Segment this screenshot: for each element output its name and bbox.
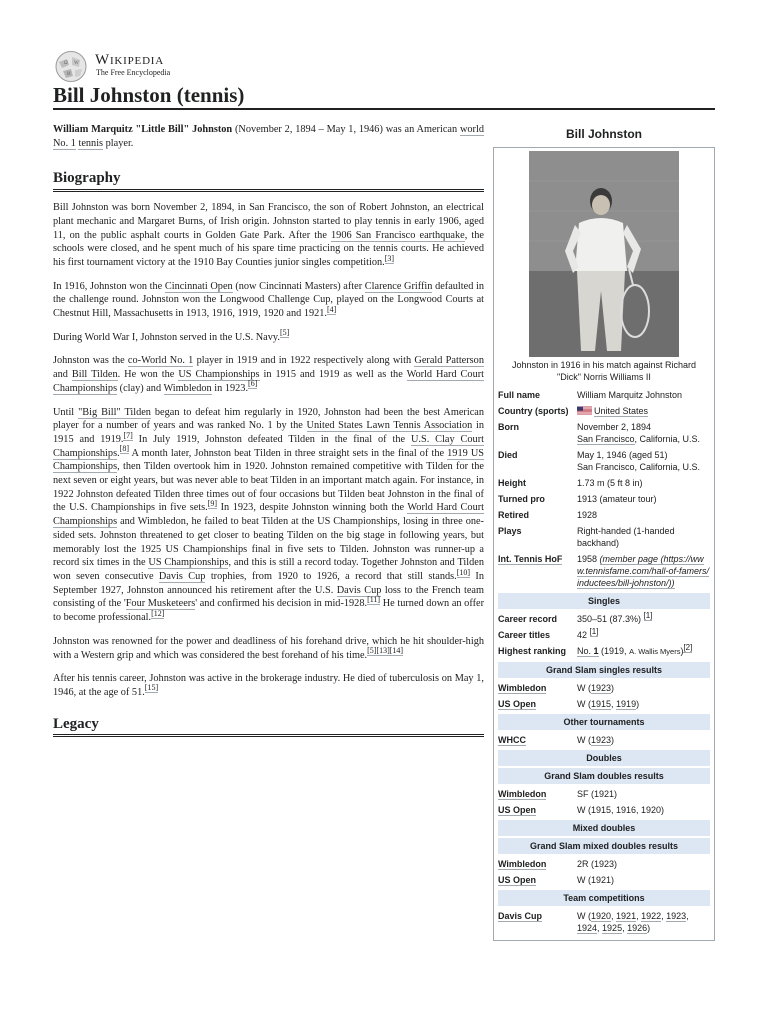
- label: [498, 734, 577, 746]
- bio-paragraph-5: [53, 406, 484, 625]
- lead-full-name: William Marquitz: [53, 124, 133, 135]
- section-heading-biography: Biography: [53, 172, 484, 192]
- text: trophies, from 1920 to 1926, a record that still stands.: [205, 570, 457, 582]
- label: [498, 553, 577, 589]
- section-header-gs-mixed: Grand Slam mixed doubles results: [498, 838, 710, 854]
- hall-of-fame-link[interactable]: Int. Tennis HoF: [498, 554, 563, 564]
- united-states-link[interactable]: United States: [594, 406, 649, 416]
- text: W (: [577, 735, 591, 745]
- photo-caption: Johnston in 1916 in his match against Richard "Dick" Norris Williams II: [511, 360, 697, 382]
- value: SF (1921): [577, 789, 618, 799]
- citation-link[interactable]: [12]: [151, 608, 165, 618]
- value: [577, 698, 710, 710]
- us-open-mixed-link[interactable]: US Open: [498, 875, 537, 885]
- infobox-row-highest-ranking: [498, 643, 710, 660]
- section-heading-legacy: Legacy: [53, 718, 484, 738]
- infobox-row-turned-pro: [498, 491, 710, 507]
- world-hard-court-link-2[interactable]: World Hard Court Championships: [53, 502, 485, 528]
- year-link[interactable]: 1923: [591, 735, 612, 745]
- world-no1-link[interactable]: world No. 1: [53, 124, 484, 149]
- infobox-row-country: [498, 403, 710, 419]
- section-header-doubles: Doubles: [498, 750, 710, 766]
- text: and: [53, 369, 72, 381]
- text: After his tennis career, Johnston was active in the brokerage industry. He died of tuberculosis on May 1, 1946, at the age of 51.: [53, 673, 484, 698]
- label: Height: [498, 478, 526, 488]
- bio-paragraph-3: [53, 328, 484, 345]
- infobox-row-died: [498, 447, 710, 475]
- infobox-row-us-open-doubles: [498, 802, 710, 818]
- value: W (1921): [577, 875, 615, 885]
- svg-text:И: И: [67, 72, 71, 77]
- citation-link[interactable]: [2]: [683, 643, 693, 652]
- wimbledon-mixed-link[interactable]: Wimbledon: [498, 859, 547, 869]
- wimbledon-link[interactable]: Wimbledon: [163, 382, 212, 394]
- us-championships-link[interactable]: US Championships: [178, 369, 260, 381]
- citation-link[interactable]: [1]: [643, 611, 653, 620]
- infobox-row-wimbledon-mixed: [498, 856, 710, 872]
- career-titles-value: 42: [577, 630, 590, 640]
- text: W (: [577, 699, 591, 709]
- value: [577, 405, 710, 417]
- label: Plays: [498, 526, 522, 536]
- text: In July 1919, Johnston defeated Tilden in the final of the: [132, 433, 411, 445]
- 1919-us-championships-link[interactable]: 1919 US Championships: [53, 447, 484, 473]
- us-open-singles-link[interactable]: US Open: [498, 699, 537, 709]
- label: Career record: [498, 614, 558, 624]
- text: Johnston was renowned for the power and deadliness of his forehand drive, which he hit shoulder-high with a Western grip and which was considered the best forehand of his time.: [53, 635, 484, 661]
- citation-link[interactable]: [9]: [207, 499, 218, 509]
- rank-close: ): [680, 646, 684, 656]
- infobox-row-whcc: [498, 732, 710, 748]
- text: , and this is still a record today. Together Johnston and Tilden won seven consecutive: [53, 557, 484, 582]
- section-header-team-competitions: Team competitions: [498, 890, 710, 906]
- svg-text:Ω: Ω: [64, 61, 68, 66]
- value: 2R (1923): [577, 859, 618, 869]
- davis-cup-infobox-link[interactable]: Davis Cup: [498, 911, 543, 921]
- citation-link[interactable]: [11]: [367, 594, 381, 604]
- year-link[interactable]: 1923: [591, 683, 612, 693]
- value: [577, 613, 710, 625]
- us-clay-court-link[interactable]: U.S. Clay Court Championships: [53, 433, 484, 459]
- text: ): [636, 699, 640, 709]
- citation-link[interactable]: [15]: [144, 683, 159, 693]
- year-link[interactable]: 1919: [616, 699, 637, 709]
- citation-link[interactable]: [6]: [248, 379, 258, 389]
- year-link[interactable]: 1926: [627, 923, 648, 933]
- no1-link[interactable]: [577, 646, 599, 657]
- label: Died: [498, 450, 518, 460]
- citation-link[interactable]: [5]: [279, 328, 290, 338]
- citation-link[interactable]: [8]: [119, 444, 129, 454]
- died-date: May 1, 1946 (aged 51): [577, 450, 668, 460]
- infobox-row-us-open-mixed: [498, 872, 710, 888]
- text: ): [647, 923, 651, 933]
- whcc-link[interactable]: WHCC: [498, 735, 526, 745]
- bio-paragraph-6: [53, 635, 484, 662]
- infobox-row-plays: [498, 523, 710, 551]
- year-link[interactable]: 1915: [591, 699, 612, 709]
- lead-nickname: "Little Bill": [135, 124, 190, 135]
- citation-link[interactable]: [7]: [123, 430, 133, 440]
- infobox-row-hof: [498, 551, 710, 591]
- infobox-row-career-titles: [498, 627, 710, 643]
- text: (clay) and: [117, 382, 164, 394]
- wikipedia-globe-logo[interactable]: [53, 50, 89, 83]
- title-divider: [53, 108, 715, 110]
- text: ' and confirmed his decision in mid-1928.: [195, 598, 368, 610]
- four-musketeers-link[interactable]: Four Musketeers: [125, 598, 196, 610]
- value: 1.73 m (5 ft 8 in): [577, 478, 643, 488]
- text: Until: [53, 406, 79, 418]
- text: He turned down an offer to become professional.: [53, 598, 485, 624]
- citation-link[interactable]: [10]: [456, 567, 471, 577]
- text: (now Cincinnati Masters) after: [232, 280, 365, 292]
- text: in 1915 and 1919.: [53, 420, 484, 445]
- bio-paragraph-7: [53, 672, 484, 699]
- us-flag-icon: [577, 406, 592, 415]
- text: .: [117, 447, 120, 459]
- text: , the schools were closed, and he spent much of his spare time practicing on the tennis courts. He achieved his first tournament victory at the 1910 Bay Counties junior singles competition.: [53, 229, 484, 268]
- text: ,: [611, 699, 617, 709]
- page-title: Bill Johnston (tennis): [53, 83, 245, 107]
- value: W (1915, 1916, 1920): [577, 805, 665, 815]
- value: 1913 (amateur tour): [577, 494, 657, 504]
- citation-link[interactable]: [3]: [384, 253, 395, 263]
- label: [498, 910, 577, 934]
- earthquake-link[interactable]: 1906 San Francisco earthquake: [331, 229, 465, 241]
- section-header-gs-singles: Grand Slam singles results: [498, 662, 710, 678]
- value: Right-handed (1-handed backhand): [577, 526, 675, 548]
- label: Highest ranking: [498, 646, 567, 656]
- wikipedia-tagline: The Free Encyclopedia: [96, 68, 171, 77]
- text: W (: [577, 683, 591, 693]
- text: player in 1919 and in 1922 respectively along with: [193, 355, 415, 367]
- label: [498, 804, 577, 816]
- co-world-no1-link[interactable]: co-World No. 1: [127, 355, 194, 367]
- wimbledon-doubles-link[interactable]: Wimbledon: [498, 789, 547, 799]
- text: loss to the French team consisting of the ': [53, 584, 484, 610]
- lead-surname: Johnston: [192, 124, 233, 135]
- wimbledon-singles-link[interactable]: Wimbledon: [498, 683, 547, 693]
- text: W (: [577, 911, 591, 921]
- value: [577, 645, 710, 658]
- label: Turned pro: [498, 494, 545, 504]
- text: In 1923, despite Johnston winning both the: [217, 502, 408, 514]
- bill-tilden-link[interactable]: Bill Tilden: [71, 369, 118, 381]
- section-header-singles: Singles: [498, 593, 710, 609]
- bio-paragraph-2: [53, 280, 484, 321]
- text: in 1915 and 1919 as well as the: [259, 369, 407, 381]
- lead-paragraph: [53, 123, 484, 150]
- label: Full name: [498, 390, 541, 400]
- no-prefix: No.: [577, 646, 594, 656]
- lead-text-end: player.: [103, 137, 134, 149]
- infobox-body: [493, 147, 715, 941]
- bio-paragraph-1: [53, 201, 484, 270]
- rank-year: (1919,: [598, 646, 630, 656]
- world-hard-court-link[interactable]: World Hard Court Championships: [53, 369, 485, 394]
- text: A month later, Johnston beat Tilden in three straight sets in the final of the: [128, 447, 448, 459]
- career-record-value: 350–51 (87.3%): [577, 614, 644, 624]
- text: in 1923.: [211, 382, 249, 394]
- infobox-row-wimbledon-singles: [498, 680, 710, 696]
- text: and Wimbledon, he failed to beat Tilden at the US Championships, losing in three one-sided sets. Johnston threatened to get closer to beating Tilden on the big stage in following years, but memorably lost the 1925 US Championships final in five sets to Tilden. Johnston was runner-up a record six times in the: [53, 516, 484, 569]
- infobox-title: Bill Johnston: [566, 127, 642, 141]
- infobox-row-wimbledon-doubles: [498, 786, 710, 802]
- value: [577, 421, 710, 445]
- infobox-row-davis-cup: [498, 908, 710, 936]
- hof-member-page-link[interactable]: (member page (https://www.tennisfame.com/hall-of-famers/inductees/bill-johnston/)): [577, 554, 710, 588]
- died-place: San Francisco, California, U.S.: [577, 462, 701, 472]
- year-link[interactable]: 1923: [666, 911, 687, 921]
- value: William Marquitz Johnston: [577, 390, 683, 400]
- value: 1928: [577, 510, 598, 520]
- value: [577, 682, 710, 694]
- infobox-row-us-open-singles: [498, 696, 710, 712]
- text: Bill Johnston was born November 2, 1894, in San Francisco, the son of Robert Johnston, an electrical plant mechanic and Margaret Burns, of Irish origin. Johnston started to play tennis in early 1906, aged 11, on the public asphalt courts in Golden Gate Park. After the: [53, 202, 484, 241]
- label: Career titles: [498, 630, 551, 640]
- bio-paragraph-4: [53, 354, 484, 395]
- rank-source: A. Wallis Myers: [629, 647, 681, 656]
- infobox-row-born: [498, 419, 710, 447]
- player-photo[interactable]: [529, 151, 679, 357]
- infobox-row-full-name: [498, 387, 710, 403]
- text: In September 1927, Johnston announced his retirement after the U.S.: [53, 570, 484, 596]
- label: [498, 698, 577, 710]
- infobox-row-career-record: [498, 611, 710, 627]
- label: [498, 874, 577, 886]
- value: [577, 629, 710, 641]
- svg-text:W: W: [74, 61, 79, 66]
- gerald-patterson-link[interactable]: Gerald Patterson: [414, 355, 484, 367]
- year-link[interactable]: 1921: [616, 911, 637, 921]
- year-link[interactable]: 1922: [641, 911, 662, 921]
- davis-cup-link[interactable]: Davis Cup: [158, 570, 206, 582]
- san-francisco-link[interactable]: San Francisco: [577, 434, 635, 444]
- year-link[interactable]: 1924: [577, 923, 598, 933]
- citation-link[interactable]: [1]: [589, 627, 599, 636]
- big-bill-tilden-link[interactable]: "Big Bill" Tilden: [78, 406, 151, 418]
- us-open-doubles-link[interactable]: US Open: [498, 805, 537, 815]
- us-championships-link-2[interactable]: US Championships: [148, 557, 229, 569]
- born-place: , California, U.S.: [634, 434, 701, 444]
- value: W (1920, 1921, 1922, 1923, 1924, 1925, 1926): [577, 911, 689, 933]
- label: [498, 858, 577, 870]
- clarence-griffin-link[interactable]: Clarence Griffin: [364, 280, 433, 292]
- year-link[interactable]: 1920: [591, 911, 612, 921]
- year-link[interactable]: 1925: [602, 923, 623, 933]
- label: Retired: [498, 510, 530, 520]
- wikipedia-wordmark[interactable]: Wikipedia: [95, 52, 165, 68]
- citation-link[interactable]: [5][13][14]: [367, 646, 404, 656]
- label: [498, 788, 577, 800]
- text: ): [611, 735, 615, 745]
- text: defaulted in the challenge round. Johnston won the Longwood Challenge Cup, played on the Longwood Courts at Chestnut Hill, Massachusetts in 1913, 1916, 1919, 1920 and 1921.: [53, 280, 485, 320]
- tennis-link[interactable]: tennis: [78, 137, 104, 149]
- label: [498, 682, 577, 694]
- text: Johnston was the: [53, 355, 128, 367]
- davis-cup-link-2[interactable]: Davis Cup: [336, 584, 382, 596]
- section-header-mixed-doubles: Mixed doubles: [498, 820, 710, 836]
- section-header-other-tournaments: Other tournaments: [498, 714, 710, 730]
- value: [577, 553, 710, 589]
- section-header-gs-doubles: Grand Slam doubles results: [498, 768, 710, 784]
- article-body: [53, 123, 484, 737]
- citation-link[interactable]: [4]: [327, 304, 337, 314]
- infobox-row-retired: [498, 507, 710, 523]
- hof-year: 1958: [577, 554, 600, 564]
- text: began to defeat him regularly in 1920, Johnston had been the best American player for a number of years and was ranked No. 1 by the: [53, 406, 484, 432]
- rank-number: 1: [593, 646, 599, 656]
- text: During World War I, Johnston served in the U.S. Navy.: [53, 331, 280, 343]
- cincinnati-open-link[interactable]: Cincinnati Open: [164, 280, 233, 292]
- infobox-row-height: [498, 475, 710, 491]
- text: ): [611, 683, 615, 693]
- text: In 1916, Johnston won the: [53, 280, 165, 292]
- lead-text: (November 2, 1894 – May 1, 1946) was an American: [232, 124, 460, 135]
- text: . He won the: [117, 369, 179, 381]
- value: [577, 449, 710, 473]
- text: , then Tilden overtook him in 1920. Johnston remained competitive with Tilden for the next seven or eight years, but was never able to beat Tilden in an important match again. For instance, in 1922 Johnston defeated Tilden three times out of four occasions but Tilden beat Johnston in the final of the U.S. Championships in five sets.: [53, 461, 484, 514]
- born-date: November 2, 1894: [577, 422, 652, 432]
- value: [577, 734, 710, 746]
- infobox: [493, 128, 715, 941]
- label: Country (sports): [498, 406, 569, 416]
- label: Born: [498, 422, 519, 432]
- uslta-link[interactable]: United States Lawn Tennis Association: [306, 420, 473, 432]
